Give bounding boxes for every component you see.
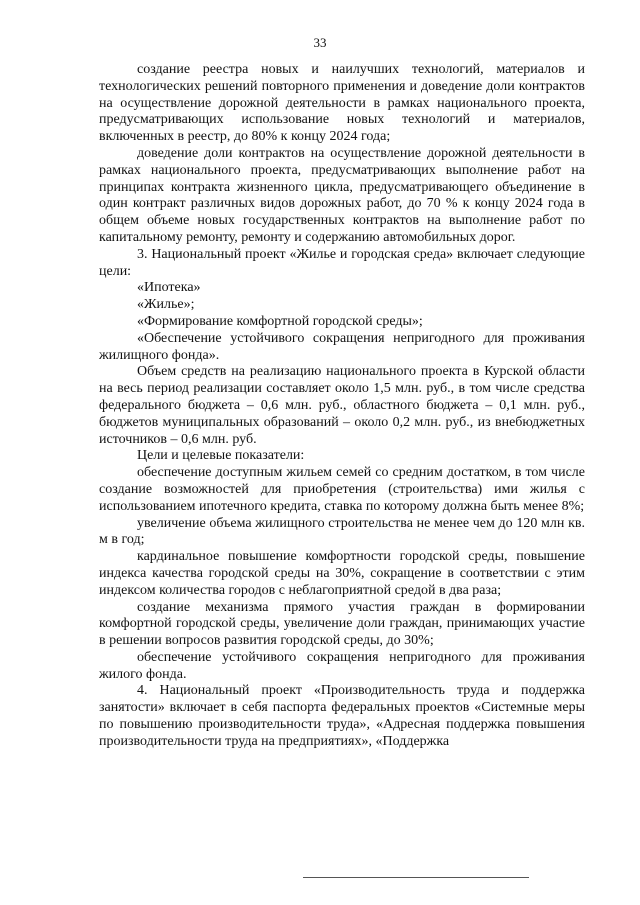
body-text (99, 62, 585, 751)
goal-item-mortgage: «Ипотека» (137, 280, 201, 296)
paragraph-productivity-project: 4. Национальный проект «Производительность труда и поддержка занятости» включает в себя паспорта федеральных проектов «Системные меры по повышению производительности труда», «Адресная поддержка повышения производительности труда на предприятиях», «Поддержка (99, 683, 585, 749)
paragraph-housing-project-intro: 3. Национальный проект «Жилье и городская среда» включает следующие цели: (99, 246, 585, 279)
goal-item-urban-environment: «Формирование комфортной городской среды»; (137, 313, 423, 329)
paragraph-funding-volume: Объем средств на реализацию национального проекта в Курской области на весь период реализации составляет около 1,5 млн. руб., в том числе средства федерального бюджета – 0,6 млн. руб., областного бюджета – 0,1 млн. руб., бюджетов муниципальных образований – около 0,2 млн. руб., из внебюджетных источников – 0,6 млн. руб. (99, 364, 585, 447)
goal-item-unfit-housing: «Обеспечение устойчивого сокращения непригодного для проживания жилищного фонда». (99, 330, 585, 363)
target-construction-volume: увеличение объема жилищного строительства не менее чем до 120 млн кв. м в год; (99, 515, 585, 548)
target-unfit-housing-reduction: обеспечение устойчивого сокращения непригодного для проживания жилого фонда. (99, 649, 585, 682)
paragraph-lifecycle-contracts: доведение доли контрактов на осуществление дорожной деятельности в рамках национального проекта, предусматривающих выполнение работ на принципах контракта жизненного цикла, предусматривающего объединение в один контракт различных видов дорожных работ, до 70 % к концу 2024 года в общем объеме новых государственных контрактов на выполнение работ по капитальному ремонту, ремонту и содержанию автомобильных дорог. (99, 145, 585, 245)
target-urban-comfort: кардинальное повышение комфортности городской среды, повышение индекса качества городской среды на 30%, сокращение в соответствии с этим индексом количества городов с неблагоприятной средой в два раза; (99, 549, 585, 598)
target-affordable-housing: обеспечение доступным жильем семей со средним достатком, в том числе создание возможностей для приобретения (строительства) ими жилья с использованием ипотечного кредита, ставка по которому должна быть менее 8%; (99, 465, 585, 514)
paragraph-registry-technologies: создание реестра новых и наилучших технологий, материалов и технологических решений повторного применения и доведение доли контрактов на осуществление дорожной деятельности в рамках национального проекта, предусматривающих использование новых технологий и материалов, включенных в реестр, до 80% к концу 2024 года; (99, 62, 585, 145)
page-number: 33 (313, 35, 327, 50)
target-citizen-participation: создание механизма прямого участия граждан в формировании комфортной городской среды, увеличение доли граждан, принимающих участие в решении вопросов развития городской среды, до 30%; (99, 599, 585, 649)
paragraph-targets-heading: Цели и целевые показатели: (137, 448, 305, 464)
goal-item-housing: «Жилье»; (137, 297, 195, 313)
footer-divider (303, 877, 529, 878)
